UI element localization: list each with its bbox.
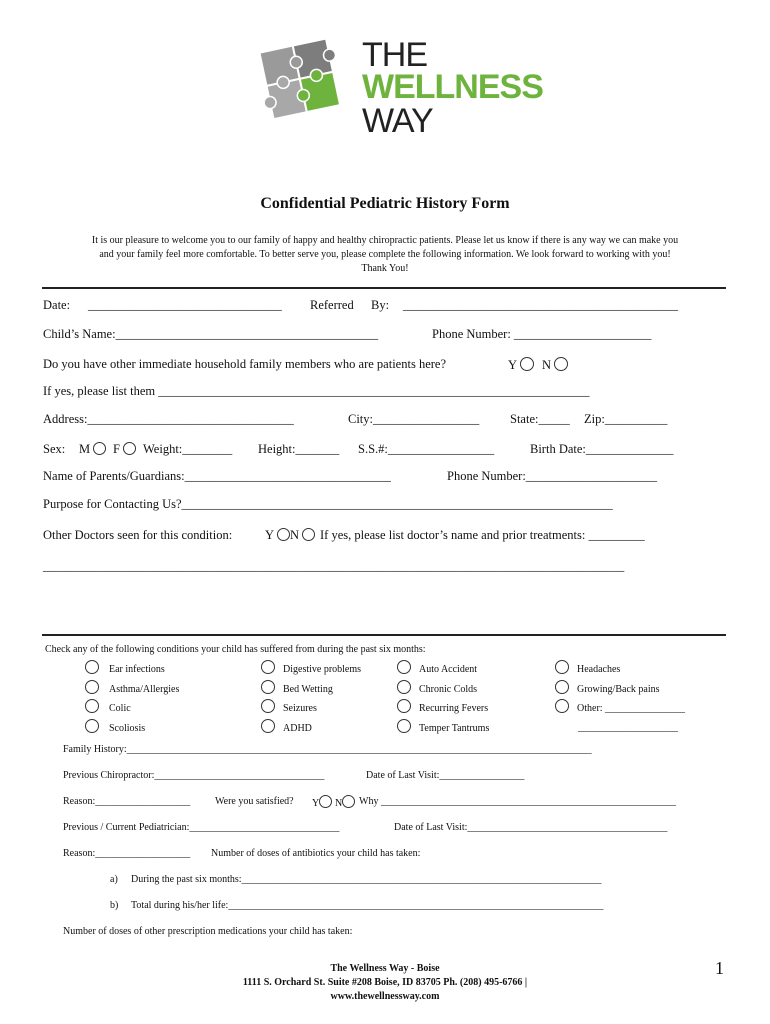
state-field[interactable]: State:_____ xyxy=(510,412,570,426)
condition-ear-infections[interactable] xyxy=(85,660,165,675)
page-number: 1 xyxy=(715,958,724,978)
female-label: F xyxy=(113,442,120,456)
weight-field[interactable]: Weight:________ xyxy=(143,442,233,456)
other-doctors-no[interactable] xyxy=(290,528,315,543)
date-field[interactable]: _______________________________ xyxy=(88,298,282,312)
condition-checkbox[interactable] xyxy=(397,680,411,694)
condition-chronic-colds[interactable] xyxy=(397,680,477,695)
condition-seizures[interactable] xyxy=(261,699,317,714)
condition-label: Temper Tantrums xyxy=(419,723,490,734)
condition-label: Growing/Back pains xyxy=(577,684,660,695)
condition-label: Chronic Colds xyxy=(419,684,478,695)
satisfied-yes-radio[interactable] xyxy=(319,795,332,808)
sex-male[interactable] xyxy=(79,442,106,457)
footer-company: The Wellness Way - Boise xyxy=(330,963,440,974)
date-label: Date: xyxy=(43,298,71,312)
condition-label: Other: ________________ xyxy=(577,703,686,714)
condition-checkbox[interactable] xyxy=(555,660,569,674)
logo-line-wellness: WELLNESS xyxy=(362,68,543,106)
item-a-label: a) xyxy=(110,874,118,885)
condition-other-line[interactable]: ____________________ xyxy=(578,722,678,733)
satisfied-no-radio[interactable] xyxy=(342,795,355,808)
footer-address: 1111 S. Orchard St. Suite #208 Boise, ID 83705 Ph. (208) 495-6766 | xyxy=(242,977,528,988)
condition-checkbox[interactable] xyxy=(261,660,275,674)
divider-top xyxy=(42,287,726,289)
intro-line-3: Thank You! xyxy=(361,263,409,274)
why-field[interactable]: Why ___________________________________________________________ xyxy=(359,796,676,807)
sex-male-radio[interactable] xyxy=(93,442,106,455)
date-last-visit-chiro-field[interactable]: Date of Last Visit:_________________ xyxy=(366,770,525,781)
condition-label: Auto Accident xyxy=(419,664,478,675)
parents-field[interactable]: Name of Parents/Guardians:_________________________________ xyxy=(43,469,391,483)
condition-label: Digestive problems xyxy=(283,664,362,675)
logo-line-way: WAY xyxy=(362,102,433,140)
condition-checkbox[interactable] xyxy=(85,699,99,713)
form-title: Confidential Pediatric History Form xyxy=(260,195,510,212)
condition-label: Bed Wetting xyxy=(283,684,333,695)
condition-asthma[interactable] xyxy=(85,680,179,695)
puzzle-logo-icon xyxy=(248,30,363,148)
zip-field[interactable]: Zip:__________ xyxy=(584,412,668,426)
condition-checkbox[interactable] xyxy=(555,680,569,694)
other-doctors-label: Other Doctors seen for this condition: xyxy=(43,528,233,542)
sex-female[interactable] xyxy=(113,442,136,457)
household-yes[interactable] xyxy=(508,357,534,373)
list-members-field[interactable]: If yes, please list them _____________________________________________________________________ xyxy=(43,384,590,398)
condition-checkbox[interactable] xyxy=(397,699,411,713)
antibiotics-label: Number of doses of antibiotics your child has taken: xyxy=(211,848,421,859)
condition-label: Seizures xyxy=(283,703,317,714)
condition-checkbox[interactable] xyxy=(85,680,99,694)
condition-label: Colic xyxy=(109,703,131,714)
antibiotics-lifetime-field[interactable]: Total during his/her life:___________________________________________________________________________ xyxy=(131,900,604,911)
birth-date-field[interactable]: Birth Date:______________ xyxy=(530,442,674,456)
yes-label: Y xyxy=(312,798,320,809)
logo-badge-text: TWW xyxy=(295,115,315,124)
purpose-field[interactable]: Purpose for Contacting Us?_____________________________________________________________________ xyxy=(43,497,613,511)
logo-line-the: THE xyxy=(362,36,427,74)
item-b-label: b) xyxy=(110,900,119,911)
satisfied-no[interactable] xyxy=(335,795,355,809)
footer-website: www.thewellnessway.com xyxy=(330,991,440,1002)
family-history-field[interactable]: Family History:_____________________________________________________________________________________________ xyxy=(63,744,592,755)
other-doctors-yes-radio[interactable] xyxy=(277,528,290,541)
antibiotics-six-months-field[interactable]: During the past six months:________________________________________________________________________ xyxy=(131,874,602,885)
condition-label: Ear infections xyxy=(109,664,165,675)
address-field[interactable]: Address:_________________________________ xyxy=(43,412,294,426)
condition-checkbox[interactable] xyxy=(85,660,99,674)
child-name-field[interactable]: Child’s Name:__________________________________________ xyxy=(43,327,379,341)
condition-bed-wetting[interactable] xyxy=(261,680,333,695)
condition-temper-tantrums[interactable] xyxy=(397,719,489,734)
condition-label: Asthma/Allergies xyxy=(109,684,180,695)
divider-middle xyxy=(42,634,726,636)
prior-treatments-line[interactable]: _____________________________________________________________________________________________ xyxy=(43,559,625,573)
other-doctors-no-radio[interactable] xyxy=(302,528,315,541)
no-label: N xyxy=(290,528,300,542)
condition-checkbox[interactable] xyxy=(555,699,569,713)
male-label: M xyxy=(79,442,91,456)
other-doctors-yes[interactable] xyxy=(265,528,290,543)
satisfied-yes[interactable] xyxy=(312,795,332,809)
conditions-header: Check any of the following conditions your child has suffered from during the past six months: xyxy=(45,644,426,655)
condition-checkbox[interactable] xyxy=(261,699,275,713)
condition-auto-accident[interactable] xyxy=(397,660,477,675)
intro-line-1: It is our pleasure to welcome you to our family of happy and healthy chiropractic patients. Please let us know if there is any way we can make you xyxy=(91,235,679,246)
condition-adhd[interactable] xyxy=(261,719,312,734)
reason-chiro-field[interactable]: Reason:___________________ xyxy=(63,796,191,807)
condition-scoliosis[interactable] xyxy=(85,719,145,734)
reason-pediatrician-field[interactable]: Reason:___________________ xyxy=(63,848,191,859)
condition-digestive[interactable] xyxy=(261,660,361,675)
condition-checkbox[interactable] xyxy=(397,660,411,674)
referred-by-field[interactable]: ____________________________________________ xyxy=(403,298,678,312)
satisfied-label: Were you satisfied? xyxy=(215,796,294,807)
condition-checkbox[interactable] xyxy=(261,680,275,694)
condition-colic[interactable] xyxy=(85,699,131,714)
date-last-visit-pediatrician-field[interactable]: Date of Last Visit:________________________________________ xyxy=(394,822,668,833)
condition-label: Headaches xyxy=(577,664,621,675)
yes-label: Y xyxy=(508,358,517,372)
intro-line-2: and your family feel more comfortable. To better serve you, please complete the following information. We look forward to working with you! xyxy=(99,249,671,260)
prior-treatments-field[interactable]: If yes, please list doctor’s name and prior treatments: _________ xyxy=(320,528,645,542)
condition-checkbox[interactable] xyxy=(85,719,99,733)
ssn-field[interactable]: S.S.#:_________________ xyxy=(358,442,495,456)
no-label: N xyxy=(542,358,552,372)
previous-pediatrician-field[interactable]: Previous / Current Pediatrician:______________________________ xyxy=(63,822,340,833)
sex-female-radio[interactable] xyxy=(123,442,136,455)
condition-label: Recurring Fevers xyxy=(419,703,489,714)
height-field[interactable]: Height:_______ xyxy=(258,442,340,456)
condition-label: ADHD xyxy=(283,723,312,734)
condition-label: Scoliosis xyxy=(109,723,146,734)
condition-other[interactable] xyxy=(555,699,685,714)
city-field[interactable]: City:_________________ xyxy=(348,412,480,426)
condition-checkbox[interactable] xyxy=(261,719,275,733)
condition-checkbox[interactable] xyxy=(397,719,411,733)
no-label: N xyxy=(335,798,343,809)
household-no[interactable] xyxy=(542,357,568,373)
household-question: Do you have other immediate household family members who are patients here? xyxy=(43,357,446,371)
phone-number-field[interactable]: Phone Number: ______________________ xyxy=(432,327,652,341)
wellness-way-logo xyxy=(248,30,548,150)
sex-label: Sex: xyxy=(43,442,66,456)
household-yes-radio[interactable] xyxy=(520,357,534,371)
household-no-radio[interactable] xyxy=(554,357,568,371)
previous-chiropractor-field[interactable]: Previous Chiropractor:__________________________________ xyxy=(63,770,325,781)
condition-growing-pains[interactable] xyxy=(555,680,660,695)
condition-headaches[interactable] xyxy=(555,660,620,675)
by-label: By: xyxy=(371,298,390,312)
yes-label: Y xyxy=(265,528,274,542)
condition-recurring-fevers[interactable] xyxy=(397,699,488,714)
parents-phone-field[interactable]: Phone Number:_____________________ xyxy=(447,469,658,483)
referred-label: Referred xyxy=(310,298,354,312)
other-medications-label: Number of doses of other prescription medications your child has taken: xyxy=(63,926,353,937)
